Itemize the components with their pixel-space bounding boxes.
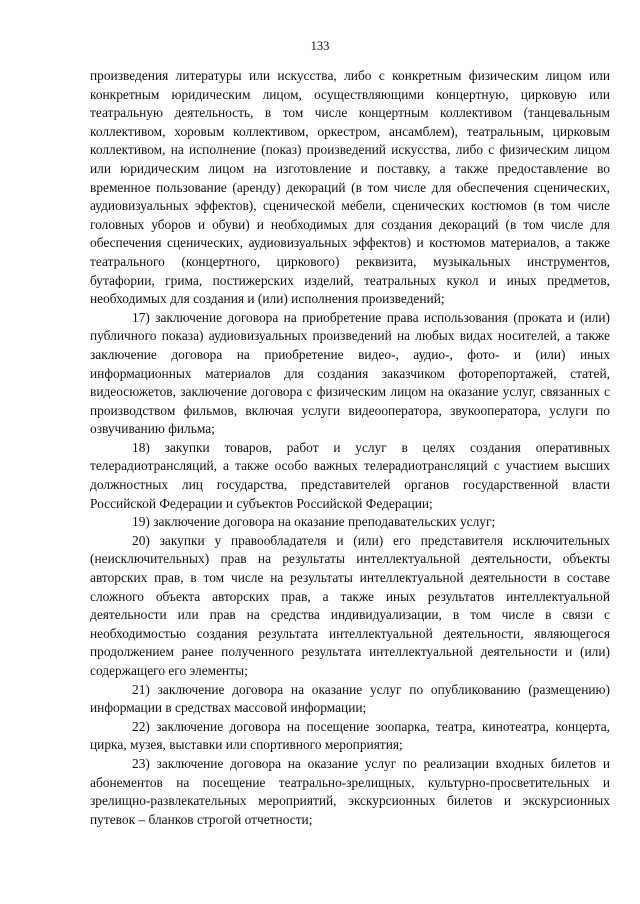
paragraph-item-17: 17) заключение договора на приобретение права использования (проката и (или) публичного показа) аудиовизуальных произведений на любых видах носителей, а также заключение договора на приобретение видео-, аудио-, фото- и (или) иных информационных материалов для создания заказчиком фоторепортажей, статей, видеосюжетов, заключение договора с физическим лицом на оказание услуг, связанных с производством фильмов, включая услуги видеооператора, звукооператора, услуги по озвучиванию фильма; bbox=[90, 309, 610, 437]
paragraph-item-18: 18) закупки товаров, работ и услуг в целях создания оперативных телерадиотрансляций, а также особо важных телерадиотрансляций с участием высших должностных лиц государства, представителей органов государственной власти Российской Федерации и субъектов Российской Федерации; bbox=[90, 439, 610, 511]
paragraph-continuation: произведения литературы или искусства, либо с конкретным физическим лицом или конкретным юридическим лицом, осуществляющими концертную, цирковую или театральную деятельность, в том числе концертным коллективом (танцевальным коллективом, хоровым коллективом, оркестром, ансамблем), театральным, цирковым коллективом, на исполнение (показ) произведений искусства, либо с физическим лицом или юридическим лицом на изготовление и поставку, а также предоставление во временное пользование (аренду) декораций (в том числе для обеспечения сценических, аудиовизуальных эффектов), сценической мебели, сценических костюмов (в том числе головных уборов и обуви) и необходимых для создания декораций (в том числе для обеспечения сценических, аудиовизуальных эффектов) и костюмов материалов, а также театрального (концертного, циркового) реквизита, музыкальных инструментов, бутафории, грима, постижерских изделий, театральных кукол и иных предметов, необходимых для создания и (или) исполнения произведений; bbox=[90, 68, 610, 307]
paragraph-item-21: 21) заключение договора на оказание услуг по опубликованию (размещению) информации в средствах массовой информации; bbox=[90, 681, 610, 716]
paragraph-item-20: 20) закупки у правообладателя и (или) его представителя исключительных (неисключительных) прав на результаты интеллектуальной деятельности, объекты авторских прав, в том числе на результаты интеллектуальной деятельности в составе сложного объекта авторских прав, а также иных результатов интеллектуальной деятельности или прав на средства индивидуализации, в том числе в связи с необходимостью создания результата интеллектуальной деятельности, являющегося продолжением ранее полученного результата интеллектуальной деятельности и (или) содержащего его элементы; bbox=[90, 532, 610, 678]
paragraph-item-22: 22) заключение договора на посещение зоопарка, театра, кинотеатра, концерта, цирка, музея, выставки или спортивного мероприятия; bbox=[90, 718, 610, 753]
paragraph-item-19: 19) заключение договора на оказание преподавательских услуг; bbox=[132, 514, 496, 530]
page-number: 133 bbox=[310, 39, 330, 53]
document-body bbox=[90, 67, 610, 829]
paragraph-item-23: 23) заключение договора на оказание услуг по реализации входных билетов и абонементов на посещение театрально-зрелищных, культурно-просветительных и зрелищно-развлекательных мероприятий, экскурсионных билетов и экскурсионных путевок – бланков строгой отчетности; bbox=[90, 755, 610, 827]
